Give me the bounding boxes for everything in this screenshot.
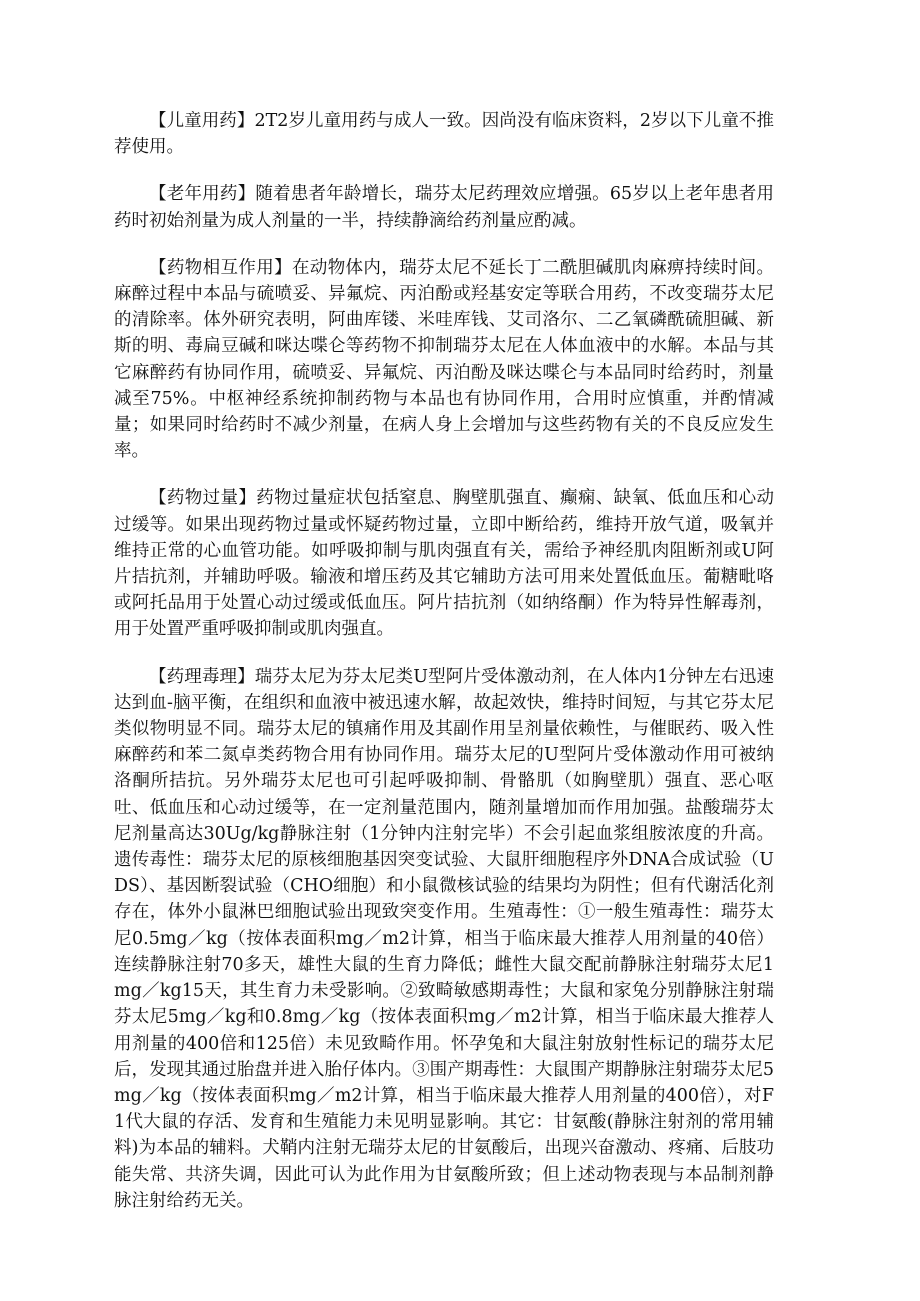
section-heading: 【老年用药】: [149, 184, 256, 205]
section-body: 瑞芬太尼为芬太尼类U型阿片受体激动剂，在人体内1分钟左右迅速达到血-脑平衡，在组织和血液中被迅速水解，故起效快，维持时间短，与其它芬太尼类似物明显不同。瑞芬太尼的镇痛作用及其副作用呈剂量依赖性，与催眠药、吸入性麻醉药和苯二氮卓类药物合用有协同作用。瑞芬太尼的U型阿片受体激动作用可被纳洛酮所拮抗。另外瑞芬太尼也可引起呼吸抑制、骨骼肌（如胸壁肌）强直、恶心呕吐、低血压和心动过缓等，在一定剂量范围内，随剂量增加而作用加强。盐酸瑞芬太尼剂量高达30Ug/kg静脉注射（1分钟内注射完毕）不会引起血浆组胺浓度的升高。遗传毒性：瑞芬太尼的原核细胞基因突变试验、大鼠肝细胞程序外DNA合成试验（UDS）、基因断裂试验（CHO细胞）和小鼠微核试验的结果均为阴性；但有代谢活化剂存在，体外小鼠淋巴细胞试验出现致突变作用。生殖毒性：①一般生殖毒性：瑞芬太尼0.5mg／kg（按体表面积mg／m2计算，相当于临床最大推荐人用剂量的40倍）连续静脉注射70多天，雄性大鼠的生育力降低；雌性大鼠交配前静脉注射瑞芬太尼1mg／kg15天，其生育力未受影响。②致畸敏感期毒性；大鼠和家兔分别静脉注射瑞芬太尼5mg／kg和0.8mg／kg（按体表面积mg／m2计算，相当于临床最大推荐人用剂量的400倍和125倍）未见致畸作用。怀孕兔和大鼠注射放射性标记的瑞芬太尼后，发现其通过胎盘并进入胎仔体内。③围产期毒性：大鼠围产期静脉注射瑞芬太尼5mg／kg（按体表面积mg／m2计算，相当于临床最大推荐人用剂量的400倍），对F1代大鼠的存活、发育和生殖能力未见明显影响。其它：甘氨酸(静脉注射剂的常用辅料)为本品的辅料。犬鞘内注射无瑞芬太尼的甘氨酸后，出现兴奋激动、疼痛、后肢功能失常、共济失调，因此可认为此作用为甘氨酸所致；但上述动物表现与本品制剂静脉注射给药无关。: [114, 666, 775, 1211]
section-body: 药物过量症状包括窒息、胸壁肌强直、癫痫、缺氧、低血压和心动过缓等。如果出现药物过量或怀疑药物过量，立即中断给药，维持开放气道，吸氧并维持正常的心血管功能。如呼吸抑制与肌肉强直有关，需给予神经肌肉阻断剂或U阿片拮抗剂，并辅助呼吸。输液和增压药及其它辅助方法可用来处置低血压。葡糖毗咯或阿托品用于处置心动过缓或低血压。阿片拮抗剂（如纳络酮）作为特异性解毒剂，用于处置严重呼吸抑制或肌肉强直。: [114, 488, 775, 640]
section-pediatric-use: [114, 108, 774, 160]
section-pharmacology-toxicology: [114, 664, 774, 1214]
section-body: 随着患者年龄增长，瑞芬太尼药理效应增强。65岁以上老年患者用药时初始剂量为成人剂量的一半，持续静滴给药剂量应酌减。: [114, 184, 774, 231]
section-drug-interactions: [114, 255, 774, 465]
document-page: [114, 108, 774, 1235]
section-overdose: [114, 485, 774, 642]
section-body: 2T2岁儿童用药与成人一致。因尚没有临床资料，2岁以下儿童不推荐使用。: [114, 111, 775, 158]
section-heading: 【药理毒理】: [149, 666, 255, 687]
section-heading: 【儿童用药】: [149, 111, 255, 131]
section-body: 在动物体内，瑞芬太尼不延长丁二酰胆碱肌肉麻痹持续时间。麻醉过程中本品与硫喷妥、异氟烷、丙泊酚或羟基安定等联合用药，不改变瑞芬太尼的清除率。体外研究表明，阿曲库镂、米哇库钱、艾司洛尔、二乙氧磷酰硫胆碱、新斯的明、毒扁豆碱和咪达喋仑等药物不抑制瑞芬太尼在人体血液中的水解。本品与其它麻醉药有协同作用，硫喷妥、异氟烷、丙泊酚及咪达喋仑与本品同时给药时，剂量减至75%。中枢神经系统抑制药物与本品也有协同作用，合用时应慎重，并酌情减量；如果同时给药时不减少剂量，在病人身上会增加与这些药物有关的不良反应发生率。: [114, 257, 775, 462]
section-geriatric-use: [114, 181, 774, 233]
section-heading: 【药物相互作用】: [149, 257, 292, 278]
section-heading: 【药物过量】: [149, 488, 257, 509]
